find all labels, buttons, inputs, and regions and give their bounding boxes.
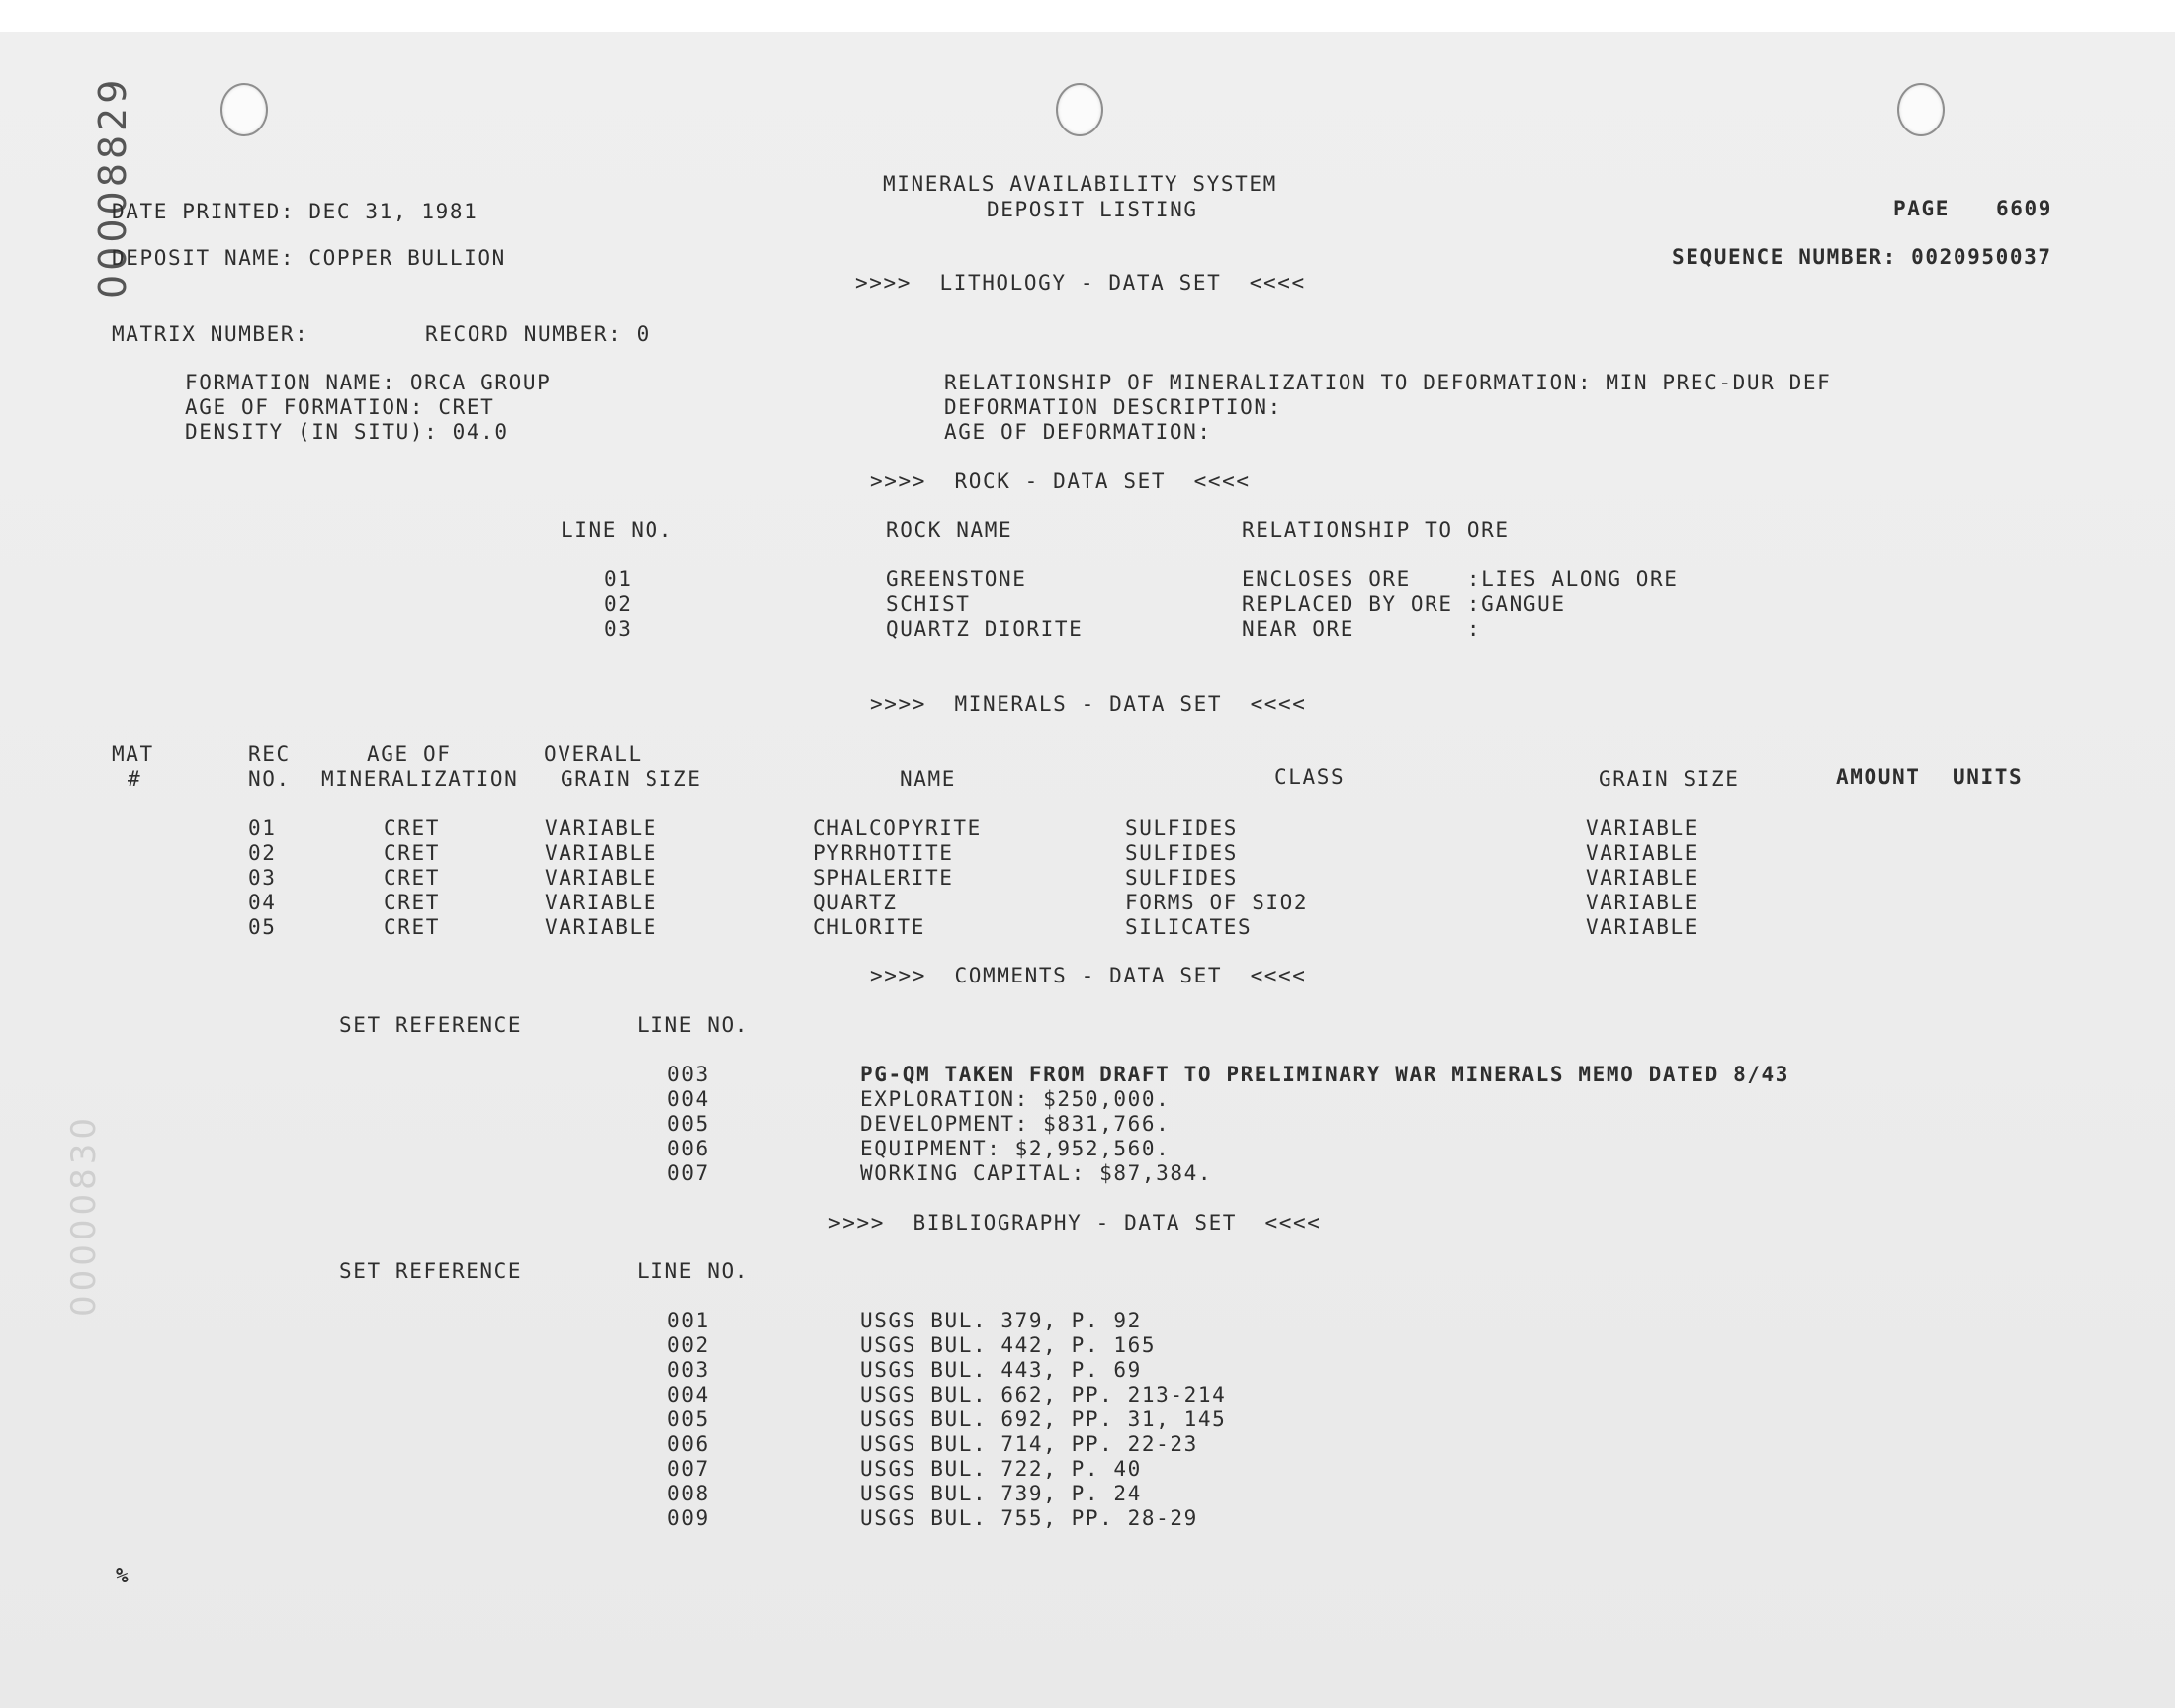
stamp-number-top: 00008829 [91,75,134,299]
bibliography-line: 008 [667,1482,710,1505]
rock-relationship: REPLACED BY ORE :GANGUE [1242,592,1566,616]
page-label: PAGE [1893,197,1950,220]
mineral-name: CHALCOPYRITE [813,816,982,840]
mineral-class: SULFIDES [1125,866,1238,890]
footer-mark: % [116,1564,130,1587]
record-number: RECORD NUMBER: 0 [425,322,651,346]
minerals-col-overall-2: GRAIN SIZE [561,767,702,791]
minerals-col-units: UNITS [1953,765,2024,789]
bibliography-text: USGS BUL. 662, PP. 213-214 [860,1383,1227,1407]
comments-header: >>>> COMMENTS - DATA SET <<<< [870,964,1307,987]
deposit-name: DEPOSIT NAME: COPPER BULLION [112,246,506,270]
bibliography-line: 005 [667,1408,710,1431]
comment-text: EQUIPMENT: $2,952,560. [860,1137,1171,1160]
mineral-rec: 05 [248,915,277,939]
mineral-rec: 03 [248,866,277,890]
rock-name: QUARTZ DIORITE [886,617,1084,640]
bibliography-text: USGS BUL. 379, P. 92 [860,1309,1142,1332]
bibliography-text: USGS BUL. 722, P. 40 [860,1457,1142,1481]
minerals-col-mat-2: # [128,767,142,791]
rock-col-line-no: LINE NO. [561,518,673,542]
minerals-col-age-2: MINERALIZATION [321,767,519,791]
bibliography-text: USGS BUL. 755, PP. 28-29 [860,1506,1198,1530]
bibliography-text: USGS BUL. 442, P. 165 [860,1333,1157,1357]
comment-line: 006 [667,1137,710,1160]
mineral-name: QUARTZ [813,891,898,914]
minerals-col-class: CLASS [1274,765,1346,789]
minerals-col-rec-2: NO. [248,767,291,791]
comment-text: EXPLORATION: $250,000. [860,1087,1171,1111]
punch-hole-right [1897,83,1945,136]
system-title: MINERALS AVAILABILITY SYSTEM [883,172,1277,196]
mineral-grain: VARIABLE [1586,816,1698,840]
rock-line: 03 [604,617,633,640]
rock-line: 01 [604,567,633,591]
mineral-overall: VARIABLE [545,866,657,890]
comment-text: DEVELOPMENT: $831,766. [860,1112,1171,1136]
bibliography-col-line-no: LINE NO. [637,1259,749,1283]
mineral-name: SPHALERITE [813,866,954,890]
comment-line: 004 [667,1087,710,1111]
mineral-overall: VARIABLE [545,841,657,865]
mineral-rec: 04 [248,891,277,914]
comment-text: PG-QM TAKEN FROM DRAFT TO PRELIMINARY WAR MINERALS MEMO DATED 8/43 [860,1063,1790,1086]
minerals-col-name: NAME [900,767,956,791]
matrix-number: MATRIX NUMBER: [112,322,309,346]
bibliography-text: USGS BUL. 714, PP. 22-23 [860,1432,1198,1456]
minerals-col-rec: REC [248,742,291,766]
minerals-col-overall: OVERALL [544,742,643,766]
comments-col-line-no: LINE NO. [637,1013,749,1037]
mineral-age: CRET [384,841,440,865]
document-page [0,32,2175,1708]
mineral-class: SULFIDES [1125,816,1238,840]
rock-relationship: ENCLOSES ORE :LIES ALONG ORE [1242,567,1679,591]
punch-hole-left [220,83,268,136]
age-of-deformation: AGE OF DEFORMATION: [944,420,1212,444]
bibliography-line: 002 [667,1333,710,1357]
comment-line: 005 [667,1112,710,1136]
bibliography-text: USGS BUL. 739, P. 24 [860,1482,1142,1505]
minerals-col-mat: MAT [112,742,154,766]
mineral-age: CRET [384,866,440,890]
mineral-class: FORMS OF SIO2 [1125,891,1309,914]
mineral-name: PYRRHOTITE [813,841,954,865]
comment-text: WORKING CAPITAL: $87,384. [860,1161,1213,1185]
mineral-overall: VARIABLE [545,891,657,914]
punch-hole-center [1056,83,1103,136]
bibliography-text: USGS BUL. 443, P. 69 [860,1358,1142,1382]
mineral-age: CRET [384,915,440,939]
formation-name: FORMATION NAME: ORCA GROUP [185,371,552,394]
mineral-grain: VARIABLE [1586,891,1698,914]
listing-title: DEPOSIT LISTING [987,198,1198,221]
minerals-col-amount: AMOUNT [1836,765,1921,789]
lithology-header: >>>> LITHOLOGY - DATA SET <<<< [855,271,1306,295]
age-of-formation: AGE OF FORMATION: CRET [185,395,495,419]
bibliography-header: >>>> BIBLIOGRAPHY - DATA SET <<<< [828,1211,1322,1235]
rock-line: 02 [604,592,633,616]
sequence-number: SEQUENCE NUMBER: 0020950037 [1672,245,2052,269]
bibliography-line: 006 [667,1432,710,1456]
mineral-grain: VARIABLE [1586,841,1698,865]
bibliography-line: 003 [667,1358,710,1382]
bibliography-col-set-ref: SET REFERENCE [339,1259,523,1283]
comment-line: 007 [667,1161,710,1185]
mineral-rec: 02 [248,841,277,865]
mineral-overall: VARIABLE [545,915,657,939]
stamp-number-bottom: 00000830 [64,1113,104,1317]
date-printed: DATE PRINTED: DEC 31, 1981 [112,200,478,223]
minerals-header: >>>> MINERALS - DATA SET <<<< [870,692,1307,716]
mineral-class: SILICATES [1125,915,1253,939]
minerals-col-age: AGE OF [367,742,452,766]
page-number: 6609 [1996,197,2052,220]
rock-col-name: ROCK NAME [886,518,1013,542]
deformation-description: DEFORMATION DESCRIPTION: [944,395,1282,419]
bibliography-line: 009 [667,1506,710,1530]
density: DENSITY (IN SITU): 04.0 [185,420,509,444]
mineral-rec: 01 [248,816,277,840]
mineral-name: CHLORITE [813,915,925,939]
comments-col-set-ref: SET REFERENCE [339,1013,523,1037]
bibliography-line: 004 [667,1383,710,1407]
mineral-age: CRET [384,816,440,840]
bibliography-line: 007 [667,1457,710,1481]
mineral-overall: VARIABLE [545,816,657,840]
rock-relationship: NEAR ORE : [1242,617,1482,640]
rock-header: >>>> ROCK - DATA SET <<<< [870,470,1251,493]
rock-col-relationship: RELATIONSHIP TO ORE [1242,518,1510,542]
mineral-class: SULFIDES [1125,841,1238,865]
mineral-age: CRET [384,891,440,914]
minerals-col-grain: GRAIN SIZE [1599,767,1740,791]
mineral-grain: VARIABLE [1586,915,1698,939]
rock-name: SCHIST [886,592,971,616]
mineral-grain: VARIABLE [1586,866,1698,890]
relationship-deformation: RELATIONSHIP OF MINERALIZATION TO DEFORMATION: MIN PREC-DUR DEF [944,371,1832,394]
rock-name: GREENSTONE [886,567,1027,591]
comment-line: 003 [667,1063,710,1086]
bibliography-text: USGS BUL. 692, PP. 31, 145 [860,1408,1227,1431]
bibliography-line: 001 [667,1309,710,1332]
